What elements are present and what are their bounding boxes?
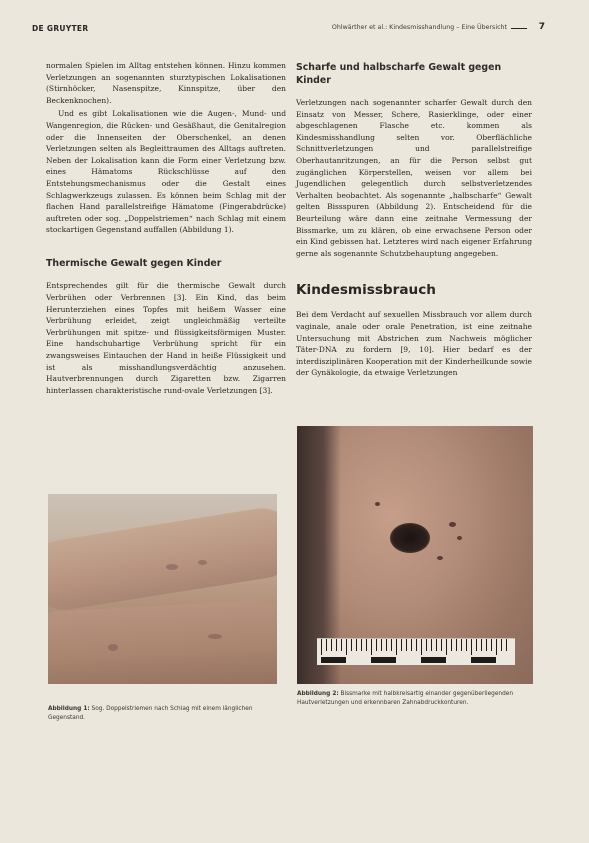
bruise-mark [166, 564, 178, 570]
publisher-name: DE GRUYTER [32, 24, 89, 33]
tooth-mark [437, 556, 443, 560]
bruise-mark [108, 644, 118, 651]
paragraph: Entsprechendes gilt für die thermische Gewalt durch Verbrühen oder Verbrennen [3]. Ein Kind, das beim Herunterziehen eines Topfes mit heißem Wasser eine Verbrühung erleidet, zeigt ungleichmäßig verteilte Verbrühungen mit spitze- und flüssigkeitsförmigen Muster. Eine handschuhartige Verbrühung spricht für ein zwangsweises Eintauchen der Hand in heiße Flüssigkeit und ist als misshandlungsverdächtig anzusehen. Hautverbrennungen durch Zigaretten bzw. Zigarren hinterlassen charakteristische rund-ovale Verletzungen [3]. [46, 281, 286, 395]
figure-2-photo [297, 426, 533, 684]
scale-ruler [317, 638, 515, 665]
arm-upper-shape [48, 503, 277, 614]
section-heading-sharp-force: Scharfe und halbscharfe Gewalt gegen Kinder [296, 62, 502, 86]
bruise-mark [208, 634, 222, 639]
page-header [32, 20, 545, 34]
section-heading-abuse: Kindesmissbrauch [296, 282, 436, 299]
figure-1-label: Abbildung 1: [48, 706, 90, 712]
running-head: Ohlwärther et al.: Kindesmisshandlung – Eine Übersicht [331, 24, 507, 31]
bruise-mark [198, 560, 207, 565]
figure-1-photo [48, 494, 277, 684]
figure-1-caption-text: Sog. Doppelstriemen nach Schlag mit einem länglichen Gegenstand. [48, 706, 253, 721]
figure-2-caption-text: Bissmarke mit halbkreisartig einander gegenüberliegenden Hautverletzungen und erkennbaren Zahnabdruckkonturen. [297, 691, 513, 706]
paragraph: normalen Spielen im Alltag entstehen können. Hinzu kommen Verletzungen an sogenannten sturztypischen Lokalisationen (Stirnhöcker, Nasenspitze, Kinnspitze, über den Beckenknochen). [46, 61, 286, 105]
tooth-mark [375, 502, 380, 506]
section-heading-thermal: Thermische Gewalt gegen Kinder [46, 257, 222, 269]
figure-1-caption [48, 705, 280, 722]
paragraph: Und es gibt Lokalisationen wie die Augen-, Mund- und Wangenregion, die Rücken- und Gesäßhaut, die Genitalregion oder die Innenseiten der Oberschenkel, an denen Verletzungen selten als Begleittraumen des Alltags auftreten. Neben der Lokalisation kann die Form einer Verletzung bzw. eines Hämatoms Rückschlüsse auf den Entstehungsmechanismus oder die Gestalt eines Schlagwerkzeugs zulassen. Es können beim Schlag mit der flachen Hand parallelstreifige Hämatome (Fingerabdrücke) auftreten oder sog. „Doppelstriemen“ nach Schlag mit einem stockartigen Gegenstand auffallen (Abbildung 1). [46, 109, 286, 235]
paragraph: Verletzungen nach sogenannter scharfer Gewalt durch den Einsatz von Messer, Schere, Rasierklinge, oder einer abgeschlagenen Flasche etc. kommen als Kindesmisshandlung selten vor. Oberflächliche Schnittverletzungen und parallelstreifige Oberhautanritzungen, an für die Person selbst gut zugänglichen Körperstellen, weisen vor allem bei Jugendlichen gelegentlich durch selbstverletzendes Verhalten beobachtet. Als sogenannte „halbscharfe“ Gewalt gelten Bissspuren (Abbildung 2). Entscheidend für die Beurteilung wäre dann eine zeitnahe Vermessung der Bissmarke, um zu klären, ob eine erwachsene Person oder ein Kind gebissen hat. Letzteres wird nach eigener Erfahrung gerne als sogenannte Schutzbehauptung angegeben. [296, 98, 532, 258]
bite-mark-center [390, 523, 430, 553]
paragraph: Bei dem Verdacht auf sexuellen Missbrauch vor allem durch vaginale, anale oder orale Penetration, ist eine zeitnahe Untersuchung mit Abstrichen zum Nachweis möglicher Täter-DNA zu fordern [9, 10]. Hier bedarf es der interdisziplinären Kooperation mit der Kinderheilkunde sowie der Gynäkologie, da etwaige Verletzungen [296, 310, 532, 378]
figure-2-caption [297, 690, 533, 707]
figure-2-label: Abbildung 2: [297, 691, 339, 697]
page-number: 7 [538, 22, 545, 32]
ruler-major-ticks [321, 639, 511, 655]
header-rule [511, 28, 527, 29]
arm-lower-shape [48, 599, 277, 684]
tooth-mark [449, 522, 456, 527]
left-column [46, 60, 286, 396]
tooth-mark [457, 536, 462, 540]
right-column [296, 62, 532, 379]
ruler-blocks [321, 657, 511, 663]
